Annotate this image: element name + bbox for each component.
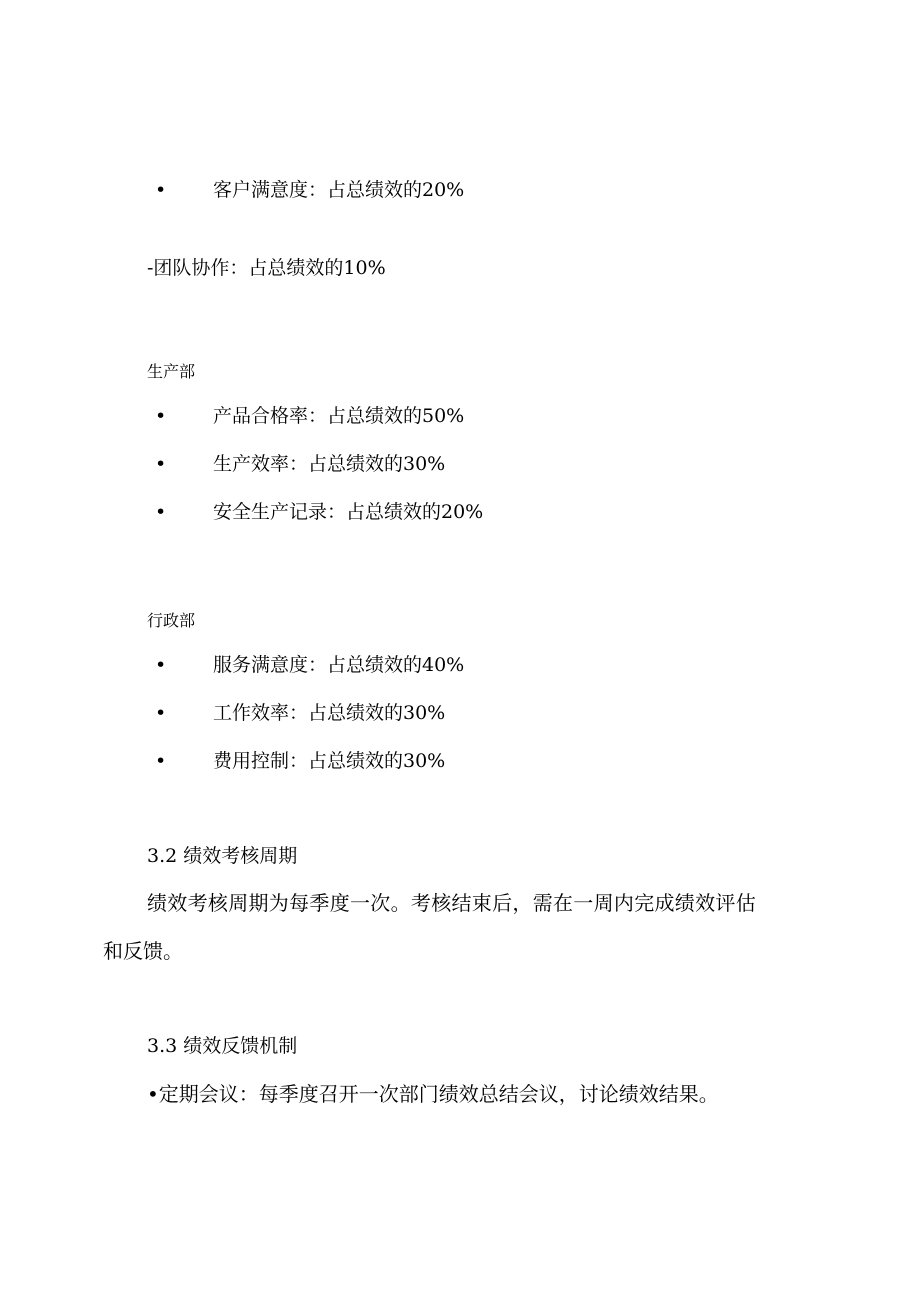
bullet: • [155,750,167,772]
bullet: • [155,179,167,201]
list-item-text: 客户满意度：占总绩效的20% [213,179,465,201]
list-item-customer-satisfaction [155,178,715,202]
list-item-regular-meeting: •定期会议：每季度召开一次部门绩效总结会议，讨论绩效结果。 [147,1082,719,1106]
list-item-cost-control [155,749,715,773]
section-heading-3-2: 3.2 绩效考核周期 [147,845,298,867]
bullet: • [155,501,167,523]
list-item-text: 费用控制：占总绩效的30% [213,750,446,772]
list-item-text: 生产效率：占总绩效的30% [213,453,446,475]
bullet: • [155,405,167,427]
list-item-text: 安全生产记录：占总绩效的20% [213,501,484,523]
list-item-production-efficiency [155,452,715,476]
department-heading-admin: 行政部 [147,611,196,630]
paragraph-review-cycle-line2: 和反馈。 [103,939,183,963]
list-item-text: 工作效率：占总绩效的30% [213,702,446,724]
list-item-team-collaboration: -团队协作：占总绩效的10% [147,257,386,279]
paragraph-review-cycle-line1: 绩效考核周期为每季度一次。考核结束后，需在一周内完成绩效评估 [147,891,756,915]
bullet: • [155,654,167,676]
list-item-product-pass-rate [155,404,715,428]
bullet: • [155,453,167,475]
list-item-service-satisfaction [155,653,715,677]
section-heading-3-3: 3.3 绩效反馈机制 [147,1035,298,1057]
bullet: • [155,702,167,724]
department-heading-production: 生产部 [147,362,196,381]
list-item-text: 产品合格率：占总绩效的50% [213,405,465,427]
list-item-text: 服务满意度：占总绩效的40% [213,654,465,676]
list-item-work-efficiency [155,701,715,725]
list-item-safety-record [155,500,715,524]
